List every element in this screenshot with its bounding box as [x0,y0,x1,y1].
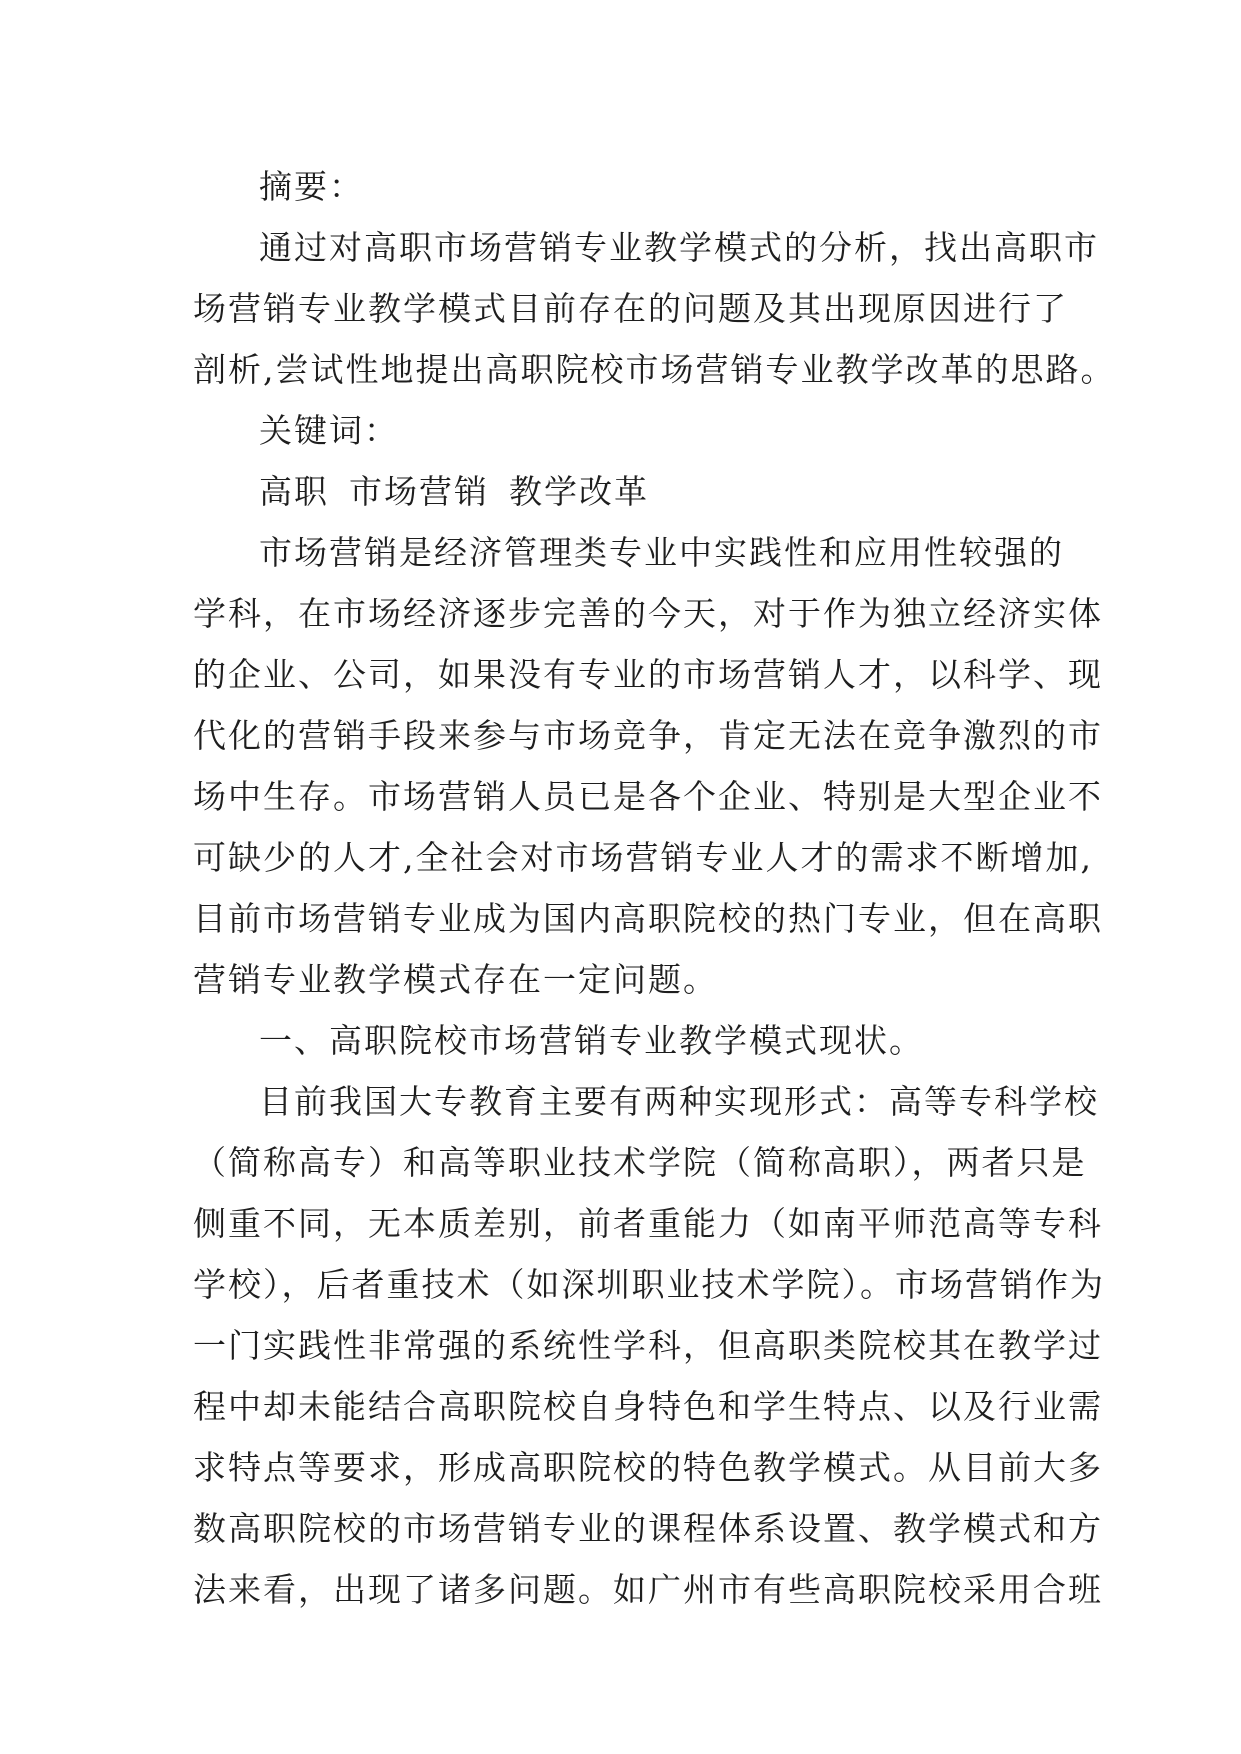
paragraph-line: 营销专业教学模式存在一定问题。 [193,960,718,999]
paragraph-line: 市场营销是经济管理类专业中实践性和应用性较强的 [259,533,1064,572]
paragraph-line: 可缺少的人才,全社会对市场营销专业人才的需求不断增加, [193,838,1093,877]
paragraph-line: 侧重不同，无本质差别，前者重能力（如南平师范高等专科 [193,1204,1103,1243]
paragraph-line: 数高职院校的市场营销专业的课程体系设置、教学模式和方 [193,1509,1103,1548]
paragraph-line: 学科，在市场经济逐步完善的今天，对于作为独立经济实体 [193,594,1103,633]
section-heading: 一、高职院校市场营销专业教学模式现状。 [259,1021,924,1060]
paragraph-line: 的企业、公司，如果没有专业的市场营销人才，以科学、现 [193,655,1103,694]
keyword: 高职 [259,472,329,511]
keyword: 市场营销 [349,472,489,511]
paragraph-line: 目前市场营销专业成为国内高职院校的热门专业，但在高职 [193,899,1103,938]
abstract-line: 场营销专业教学模式目前存在的问题及其出现原因进行了 [193,289,1068,328]
paragraph-line: 一门实践性非常强的系统性学科，但高职类院校其在教学过 [193,1326,1103,1365]
paragraph-line: 求特点等要求，形成高职院校的特色教学模式。从目前大多 [193,1448,1103,1487]
keywords-list [193,461,1063,522]
abstract-line: 剖析,尝试性地提出高职院校市场营销专业教学改革的思路。 [193,350,1116,389]
keywords-heading: 关键词： [259,411,399,450]
keyword: 教学改革 [509,472,649,511]
paragraph-line: 程中却未能结合高职院校自身特色和学生特点、以及行业需 [193,1387,1103,1426]
abstract-heading: 摘要： [259,167,364,206]
paragraph-line: （简称高专）和高等职业技术学院（简称高职），两者只是 [193,1143,1087,1182]
paragraph-line: 法来看，出现了诸多问题。如广州市有些高职院校采用合班 [193,1570,1103,1609]
document-body [193,156,1116,1620]
paragraph-line: 代化的营销手段来参与市场竞争，肯定无法在竞争激烈的市 [193,716,1103,755]
paragraph-line: 场中生存。市场营销人员已是各个企业、特别是大型企业不 [193,777,1103,816]
paragraph-line: 学校），后者重技术（如深圳职业技术学院）。市场营销作为 [193,1265,1105,1304]
paragraph-line: 目前我国大专教育主要有两种实现形式：高等专科学校 [259,1082,1099,1121]
abstract-line: 通过对高职市场营销专业教学模式的分析，找出高职市 [259,228,1099,267]
